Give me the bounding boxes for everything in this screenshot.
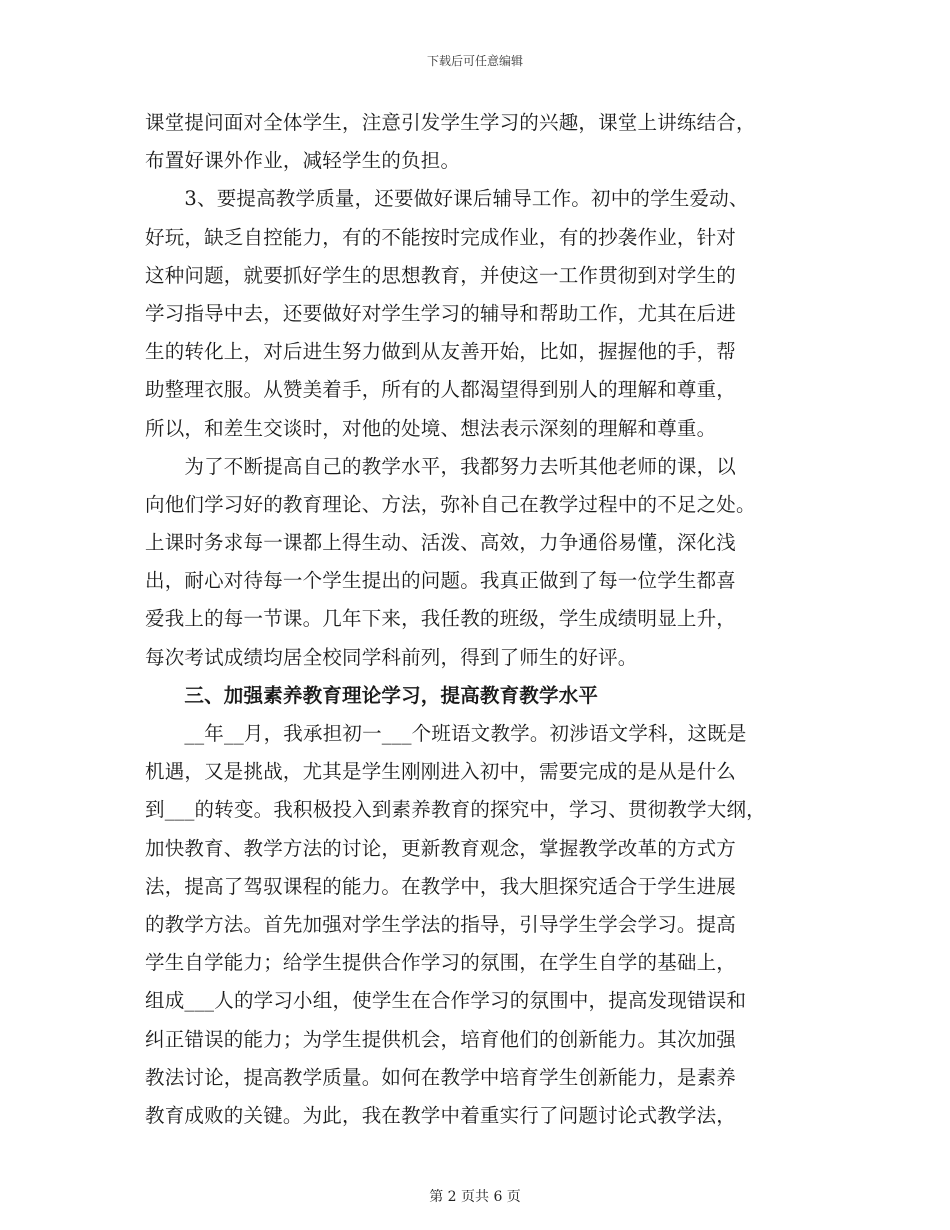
text-line: 好玩，缺乏自控能力，有的不能按时完成作业，有的抄袭作业，针对 bbox=[145, 225, 737, 249]
text-line: 爱我上的每一节课。几年下来，我任教的班级，学生成绩明显上升， bbox=[145, 607, 737, 631]
text-line: 的教学方法。首先加强对学生学法的指导，引导学生学会学习。提高 bbox=[145, 912, 737, 936]
text-line: 机遇，又是挑战，尤其是学生刚刚进入初中，需要完成的是从是什么 bbox=[145, 760, 737, 784]
text-line: 教育成败的关键。为此，我在教学中着重实行了问题讨论式教学法， bbox=[145, 1103, 737, 1127]
text-line: 3、要提高教学质量，还要做好课后辅导工作。初中的学生爱动、 bbox=[145, 187, 749, 211]
text-line: 向他们学习好的教育理论、方法，弥补自己在教学过程中的不足之处。 bbox=[145, 492, 756, 516]
text-line: 教法讨论，提高教学质量。如何在教学中培育学生创新能力，是素养 bbox=[145, 1065, 737, 1089]
text-line: 每次考试成绩均居全校同学科前列，得到了师生的好评。 bbox=[145, 645, 638, 669]
text-line: 这种问题，就要抓好学生的思想教育，并使这一工作贯彻到对学生的 bbox=[145, 263, 737, 287]
page-number: 第 2 页共 6 页 bbox=[429, 1189, 521, 1205]
text-line: 组成___人的学习小组，使学生在合作学习的氛围中，提高发现错误和 bbox=[145, 989, 747, 1013]
text-line: 所以，和差生交谈时，对他的处境、想法表示深刻的理解和尊重。 bbox=[145, 416, 717, 440]
text-line: 布置好课外作业，减轻学生的负担。 bbox=[145, 149, 461, 173]
text-line: 生的转化上，对后进生努力做到从友善开始，比如，握握他的手，帮 bbox=[145, 340, 737, 364]
text-line: 学习指导中去，还要做好对学生学习的辅导和帮助工作，尤其在后进 bbox=[145, 301, 737, 325]
text-line: 助整理衣服。从赞美着手，所有的人都渴望得到别人的理解和尊重， bbox=[145, 378, 737, 402]
text-line: 纠正错误的能力；为学生提供机会，培育他们的创新能力。其次加强 bbox=[145, 1027, 737, 1051]
text-line: 上课时务求每一课都上得生动、活泼、高效，力争通俗易懂，深化浅 bbox=[145, 531, 737, 555]
header-note: 下载后可任意编辑 bbox=[426, 54, 523, 68]
text-line: 课堂提问面对全体学生，注意引发学生学习的兴趣，课堂上讲练结合， bbox=[145, 111, 756, 134]
document-body bbox=[145, 104, 815, 1135]
text-line: __年__月，我承担初一___个班语文教学。初涉语文学科，这既是 bbox=[145, 722, 747, 745]
text-line: 学生自学能力；给学生提供合作学习的氛围，在学生自学的基础上， bbox=[145, 951, 737, 975]
text-line: 为了不断提高自己的教学水平，我都努力去听其他老师的课，以 bbox=[145, 454, 737, 478]
text-line: 到___的转变。我积极投入到素养教育的探究中，学习、贯彻教学大纲， bbox=[145, 798, 766, 822]
text-line: 出，耐心对待每一个学生提出的问题。我真正做到了每一位学生都喜 bbox=[145, 569, 737, 593]
text-line: 法，提高了驾驭课程的能力。在教学中，我大胆探究适合于学生进展 bbox=[145, 874, 737, 898]
text-line: 加快教育、教学方法的讨论，更新教育观念，掌握教学改革的方式方 bbox=[145, 836, 737, 860]
section-heading: 三、加强素养教育理论学习，提高教育教学水平 bbox=[145, 683, 599, 707]
